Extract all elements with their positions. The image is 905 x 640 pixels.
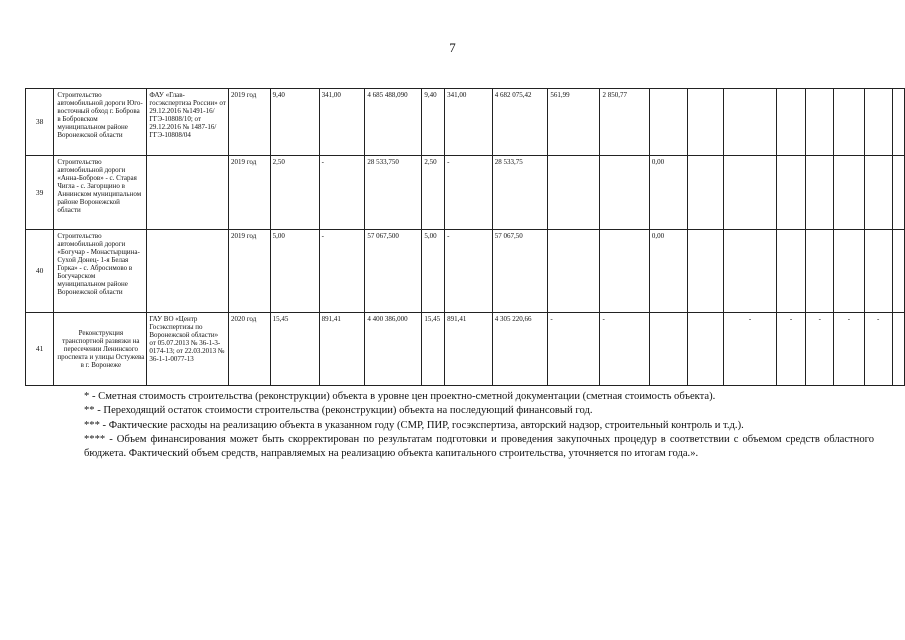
value-cell: [806, 156, 834, 230]
value-cell: -: [776, 313, 806, 386]
value-cell: [649, 89, 687, 156]
object-name: Строительство автомобильной дороги Юго-восточный обход г. Боброва в Бобровском муниципальном районе Воронежской области: [54, 89, 147, 156]
area-cell: 341,00: [319, 89, 365, 156]
empty-cell: [892, 230, 904, 313]
cost2-cell: 57 067,50: [492, 230, 548, 313]
length2-cell: 15,45: [422, 313, 445, 386]
length2-cell: 2,50: [422, 156, 445, 230]
value-cell: [864, 89, 892, 156]
cost2-cell: 4 305 220,66: [492, 313, 548, 386]
object-name: Строительство автомобильной дороги «Анна-Бобров» - с. Старая Чигла - с. Загорщино в Аннинском муниципальном районе Воронежской области: [54, 156, 147, 230]
value-cell: [834, 89, 865, 156]
table-row: [26, 230, 905, 313]
value-cell: [687, 230, 724, 313]
area2-cell: -: [445, 156, 493, 230]
empty-cell: [892, 156, 904, 230]
value-cell: [724, 156, 776, 230]
capital-construction-table: [25, 88, 905, 386]
length-cell: 15,45: [270, 313, 319, 386]
value-cell: [864, 156, 892, 230]
value-cell: [548, 230, 600, 313]
value-cell: [864, 230, 892, 313]
area2-cell: 341,00: [445, 89, 493, 156]
value-cell: [776, 230, 806, 313]
length2-cell: 5,00: [422, 230, 445, 313]
year-cell: 2019 год: [228, 156, 270, 230]
row-number: 41: [26, 313, 54, 386]
cost2-cell: 28 533,75: [492, 156, 548, 230]
value-cell: [687, 156, 724, 230]
footnote: ** - Переходящий остаток стоимости строительства (реконструкции) объекта на последующий финансовый год.: [84, 405, 593, 417]
table-row: [26, 313, 905, 386]
row-number: 39: [26, 156, 54, 230]
length-cell: 5,00: [270, 230, 319, 313]
value-cell: [687, 89, 724, 156]
footnotes: [84, 390, 874, 461]
object-name: Строительство автомобильной дороги «Богучар - Монастырщина-Сухой Донец- 1-я Белая Горка» - с. Абросимово в Богучарском муниципальном районе Воронежской области: [54, 230, 147, 313]
area-cell: 891,41: [319, 313, 365, 386]
empty-cell: [892, 313, 904, 386]
value-cell: 0,00: [649, 230, 687, 313]
value-cell: [600, 156, 649, 230]
length2-cell: 9,40: [422, 89, 445, 156]
value-cell: [724, 230, 776, 313]
length-cell: 9,40: [270, 89, 319, 156]
value-cell: [834, 230, 865, 313]
row-number: 38: [26, 89, 54, 156]
area2-cell: -: [445, 230, 493, 313]
value-cell: -: [806, 313, 834, 386]
value-cell: [724, 89, 776, 156]
expertise-cell: [147, 230, 229, 313]
value-cell: [649, 313, 687, 386]
value-cell: 561,99: [548, 89, 600, 156]
cost-cell: 28 533,750: [365, 156, 422, 230]
value-cell: -: [548, 313, 600, 386]
footnote: * - Сметная стоимость строительства (реконструкции) объекта в уровне цен проектно-сметной документации (сметная стоимость объекта).: [84, 391, 716, 402]
expertise-cell: ФАУ «Глав-госэкспертиза России» от 29.12.2016 №1491-16/ГГЭ-10808/10; от 29.12.2016 № 1487-16/ГГЭ-10808/04: [147, 89, 229, 156]
value-cell: [776, 89, 806, 156]
empty-cell: [892, 89, 904, 156]
area2-cell: 891,41: [445, 313, 493, 386]
table-row: [26, 89, 905, 156]
year-cell: 2019 год: [228, 89, 270, 156]
row-number: 40: [26, 230, 54, 313]
footnote: *** - Фактические расходы на реализацию объекта в указанном году (СМР, ПИР, госэкспертиза, авторский надзор, строительный контроль и т.д.).: [84, 419, 744, 431]
page-number: 7: [449, 40, 456, 55]
cost-cell: 4 400 386,000: [365, 313, 422, 386]
footnote: **** - Объем финансирования может быть скорректирован по результатам подготовки и проведения закупочных процедур в соответствии с объемом средств областного бюджета. Фактический объем средств, направляемых на реализацию объекта капитального строительства, уточняется по итогам года.».: [84, 433, 874, 460]
table-row: [26, 156, 905, 230]
value-cell: 2 850,77: [600, 89, 649, 156]
value-cell: 0,00: [649, 156, 687, 230]
value-cell: [687, 313, 724, 386]
length-cell: 2,50: [270, 156, 319, 230]
year-cell: 2019 год: [228, 230, 270, 313]
value-cell: -: [600, 313, 649, 386]
expertise-cell: ГАУ ВО «Центр Госэкспертизы по Воронежской области» от 05.07.2013 № 36-1-3-0174-13; от 22.03.2013 № 36-1-1-0077-13: [147, 313, 229, 386]
value-cell: [806, 230, 834, 313]
value-cell: [834, 156, 865, 230]
value-cell: [548, 156, 600, 230]
cost-cell: 4 685 488,090: [365, 89, 422, 156]
value-cell: [776, 156, 806, 230]
value-cell: -: [834, 313, 865, 386]
area-cell: -: [319, 156, 365, 230]
value-cell: -: [864, 313, 892, 386]
expertise-cell: [147, 156, 229, 230]
cost2-cell: 4 682 075,42: [492, 89, 548, 156]
value-cell: [806, 89, 834, 156]
year-cell: 2020 год: [228, 313, 270, 386]
value-cell: -: [724, 313, 776, 386]
cost-cell: 57 067,500: [365, 230, 422, 313]
area-cell: -: [319, 230, 365, 313]
object-name: Реконструкция транспортной развязки на пересечении Ленинского проспекта и улицы Остужева в г. Воронеже: [54, 313, 147, 386]
value-cell: [600, 230, 649, 313]
